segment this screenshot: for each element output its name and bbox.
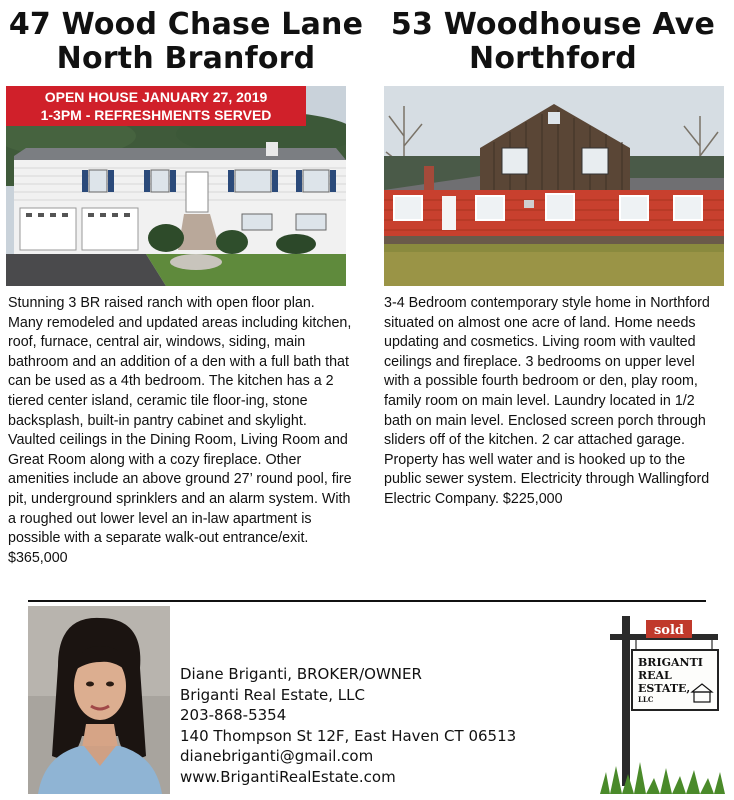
- listing-description: Stunning 3 BR raised ranch with open floor plan. Many remodeled and updated areas including kitchen, roof, furnace, central air, windows, siding, main bathroom and an addition of a den with a full bath that can be used as a 4th bedroom. The kitchen has a 2 tiered center island, ceramic tile floor-ing, stone backsplash, built-in pantry cabinet and skylight. Vaulted ceilings in the Dining Room, Living Room and Great Room along with a cozy fireplace. Other amenities include an above ground 27’ round pool, fire pit, underground sprinklers and an alarm system. With a roughed out lower level an in-law apartment is possible with a separate walk-out entrance/exit. $365,000: [8, 295, 352, 566]
- banner-line-1: OPEN HOUSE JANUARY 27, 2019: [44, 89, 268, 105]
- listing-address: [6, 8, 366, 76]
- listing-left: [6, 0, 366, 566]
- sign-line-3: ESTATE,: [638, 682, 691, 695]
- agent-portrait-photo: [28, 606, 170, 794]
- sign-line-2: REAL: [638, 669, 672, 682]
- agent-address: 140 Thompson St 12F, East Haven CT 06513: [180, 726, 517, 745]
- address-line-1: 47 Wood Chase Lane: [8, 7, 364, 42]
- house-photo: [384, 86, 724, 286]
- listing-address: [380, 8, 726, 76]
- address-line-2: Northford: [469, 41, 637, 76]
- sign-line-1: BRIGANTI: [638, 656, 703, 669]
- agent-email[interactable]: dianebriganti@gmail.com: [180, 747, 374, 765]
- sign-line-4: LLC: [638, 695, 654, 704]
- address-line-2: North Branford: [56, 41, 316, 76]
- banner-line-2: 1-3PM - REFRESHMENTS SERVED: [40, 107, 272, 123]
- agent-name: Diane Briganti, BROKER/OWNER: [180, 665, 422, 683]
- agent-contact: [180, 664, 516, 787]
- real-estate-sign-icon: [600, 612, 725, 794]
- open-house-banner: [6, 86, 306, 126]
- listing-right: [380, 0, 726, 507]
- listing-description: 3-4 Bedroom contemporary style home in Northford situated on almost one acre of land. Home needs updating and cosmetics. Living room with vaulted ceilings and fireplace. 3 bedrooms on upper level with a possible fourth bedroom or den, play room, family room on main level. Laundry located in 1/2 bath on main level. Enclosed screen porch through sliders off of the kitchen. 2 car attached garage. Property has well water and is hooked up to the public sewer system. Electricity through Wallingford Electric Company. $225,000: [384, 295, 710, 507]
- house-photo: [6, 86, 346, 286]
- agent-company: Briganti Real Estate, LLC: [180, 685, 365, 704]
- agent-website[interactable]: www.BrigantiRealEstate.com: [180, 767, 396, 786]
- sold-rider-text: sold: [653, 623, 685, 638]
- address-line-1: 53 Woodhouse Ave: [390, 7, 716, 42]
- divider: [28, 600, 706, 602]
- agent-phone[interactable]: 203-868-5354: [180, 706, 287, 724]
